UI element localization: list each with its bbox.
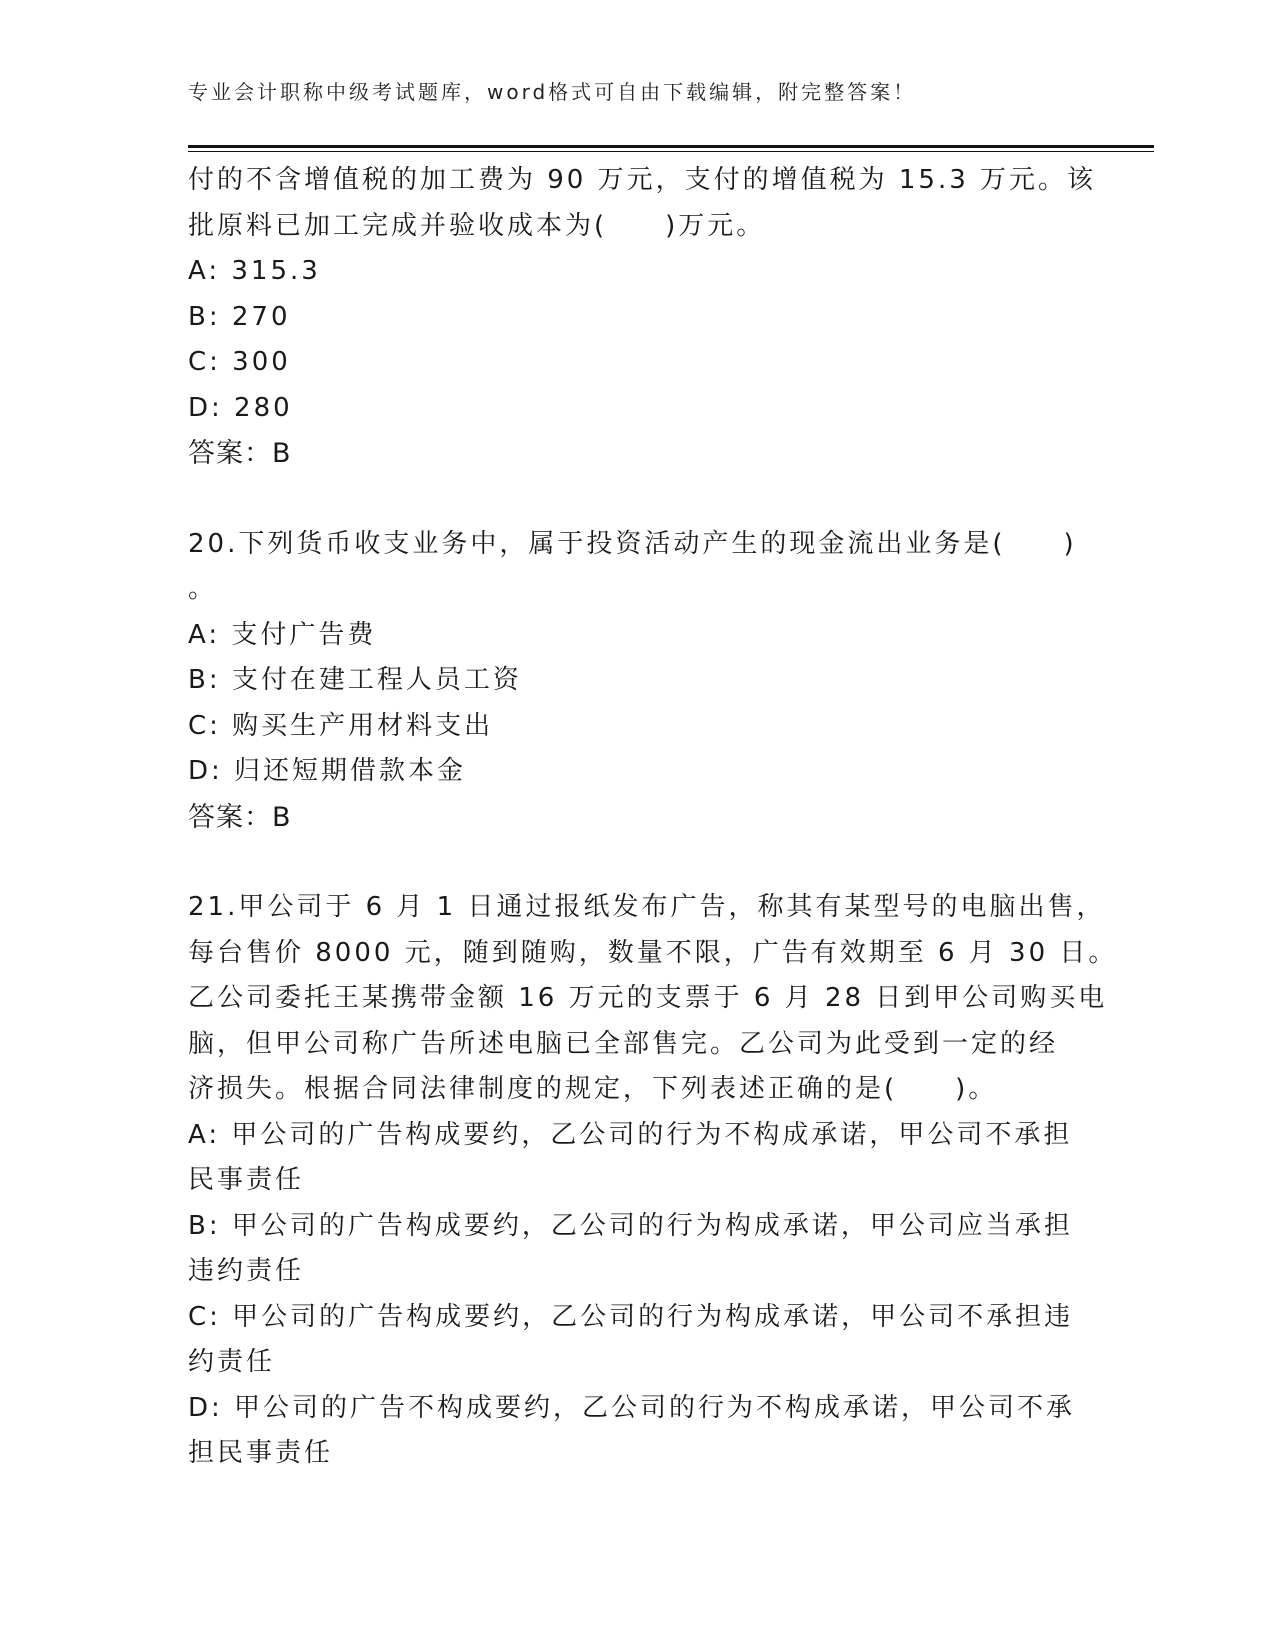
question-stem-line: 批原料已加工完成并验收成本为( )万元。	[188, 210, 766, 241]
spacer	[188, 840, 1088, 885]
question-stem-line: 乙公司委托王某携带金额 16 万元的支票于 6 月 28 日到甲公司购买电	[188, 983, 1108, 1013]
question-stem-line: 20.下列货币收支业务中，属于投资活动产生的现金流出业务是( )	[188, 528, 1077, 559]
option-b: B: 支付在建工程人员工资	[188, 665, 522, 695]
header-rule-thick	[188, 145, 1154, 148]
option-c-continued: 约责任	[188, 1347, 276, 1377]
question-stem-line: 付的不含增值税的加工费为 90 万元，支付的增值税为 15.3 万元。该	[188, 165, 1097, 195]
option-d: D: 甲公司的广告不构成要约，乙公司的行为不构成承诺，甲公司不承	[188, 1392, 1076, 1423]
answer-line: 答案：B	[188, 438, 292, 469]
spacer	[188, 477, 1088, 522]
option-c: C: 300	[188, 347, 291, 377]
option-d: D: 归还短期借款本金	[188, 756, 467, 786]
question-21	[188, 885, 1118, 1477]
question-stem-line: 济损失。根据合同法律制度的规定，下列表述正确的是( )。	[188, 1074, 998, 1104]
option-b: B: 甲公司的广告构成要约，乙公司的行为构成承诺，甲公司应当承担	[188, 1210, 1073, 1241]
question-stem-line: 21.甲公司于 6 月 1 日通过报纸发布广告，称其有某型号的电脑出售，	[188, 892, 1106, 922]
option-a-continued: 民事责任	[188, 1165, 305, 1195]
question-20	[188, 522, 1088, 841]
option-a: A: 甲公司的广告构成要约，乙公司的行为不构成承诺，甲公司不承担	[188, 1119, 1073, 1150]
option-d: D: 280	[188, 392, 293, 423]
option-c: C: 甲公司的广告构成要约，乙公司的行为构成承诺，甲公司不承担违	[188, 1301, 1074, 1332]
option-b: B: 270	[188, 301, 291, 332]
question-stem-line: 。	[188, 574, 218, 604]
option-a: A: 支付广告费	[188, 619, 377, 650]
answer-line: 答案：B	[188, 801, 292, 833]
question-stem-line: 脑，但甲公司称广告所述电脑已全部售完。乙公司为此受到一定的经	[188, 1028, 1059, 1059]
option-b-continued: 违约责任	[188, 1256, 305, 1286]
question-stem-line: 每台售价 8000 元，随到随购，数量不限，广告有效期至 6 月 30 日。	[188, 937, 1118, 968]
page-content	[188, 158, 1118, 1477]
question-19	[188, 158, 1097, 477]
page-header: 专业会计职称中级考试题库，word格式可自由下载编辑，附完整答案！	[188, 80, 917, 104]
option-d-continued: 担民事责任	[188, 1438, 334, 1468]
option-c: C: 购买生产用材料支出	[188, 710, 494, 741]
header-rule-thin	[188, 151, 1154, 152]
option-a: A: 315.3	[188, 256, 321, 286]
